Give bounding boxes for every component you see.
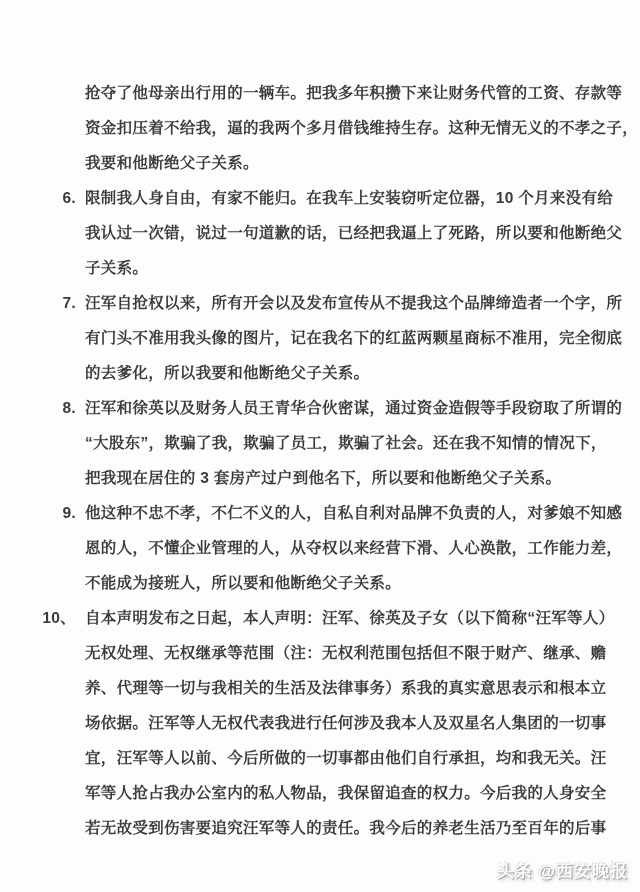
text-line [62, 496, 623, 531]
text-line: 的去爹化，所以我要和他断绝父子关系。 [85, 365, 370, 382]
document-body [42, 76, 639, 846]
text-line: 军等人抢占我办公室内的私人物品，我保留追查的权力。今后我的人身安全 [85, 785, 607, 802]
text-line: 有门头不准用我头像的图片，记在我名下的红蓝两颗星商标不准用，完全彻底 [85, 330, 623, 347]
text-line: 养、代理等一切与我相关的生活及法律事务）系我的真实意思表示和根本立 [85, 680, 607, 697]
text-line: 把我现在居住的 3 套房产过户到他名下，所以要和他断绝父子关系。 [85, 470, 562, 487]
item-number: 8. [62, 400, 76, 417]
text-line: 恩的人，不懂企业管理的人，从夺权以来经营下滑、人心涣散，工作能力差， [85, 540, 623, 557]
text-line: 我要和他断绝父子关系。 [85, 155, 259, 172]
text-line: 宜，汪军等人以前、今后所做的一切事都由他们自行承担，均和我无关。汪 [85, 750, 607, 767]
item-number: 7. [62, 295, 76, 312]
text-line: 子关系。 [85, 260, 149, 277]
paragraph-item-8 [62, 391, 623, 496]
text-line: 不能成为接班人，所以要和他断绝父子关系。 [85, 575, 402, 592]
paragraph-item-10 [42, 601, 615, 846]
text-line: 抢夺了他母亲出行用的一辆车。把我多年积攒下来让财务代管的工资、存款等 [85, 85, 623, 102]
paragraph-continuation [85, 76, 639, 181]
text-line-content: 汪军自抢权以来，所有开会以及发布宣传从不提我这个品牌缔造者一个字，所 [85, 295, 623, 312]
text-line: 场依据。汪军等人无权代表我进行任何涉及我本人及双星名人集团的一切事 [85, 715, 607, 732]
text-line [62, 391, 623, 426]
text-line: 我认过一次错，说过一句道歉的话，已经把我逼上了死路，所以要和他断绝父 [85, 225, 623, 242]
paragraph-item-7 [62, 286, 623, 391]
text-line: 资金扣压着不给我，逼的我两个多月借钱维持生存。这种无情无义的不孝之子， [85, 120, 639, 137]
text-line-content: 限制我人身自由，有家不能归。在我车上安装窃听定位器，10 个月来没有给 [85, 190, 614, 207]
toutiao-watermark: 头条 @西安晚报 [496, 862, 628, 881]
text-line-content: 自本声明发布之日起，本人声明：汪军、徐英及子女（以下简称“汪军等人） [85, 610, 615, 627]
paragraph-item-9 [62, 496, 623, 601]
text-line: 若无故受到伤害要追究汪军等人的责任。我今后的养老生活乃至百年的后事 [85, 820, 607, 837]
text-line: “大股东”，欺骗了我，欺骗了员工，欺骗了社会。还在我不知情的情况下， [85, 435, 607, 452]
text-line [62, 181, 614, 216]
text-line [42, 601, 615, 636]
item-number: 6. [62, 190, 76, 207]
item-number: 10、 [42, 610, 76, 627]
item-number: 9. [62, 505, 76, 522]
text-line: 无权处理、无权继承等范围（注：无权利范围包括但不限于财产、继承、赡 [85, 645, 607, 662]
paragraph-item-6 [62, 181, 623, 286]
text-line [62, 286, 623, 321]
text-line-content: 汪军和徐英以及财务人员王青华合伙密谋，通过资金造假等手段窃取了所谓的 [85, 400, 623, 417]
text-line-content: 他这种不忠不孝，不仁不义的人，自私自利对品牌不负责的人，对爹娘不知感 [85, 505, 623, 522]
